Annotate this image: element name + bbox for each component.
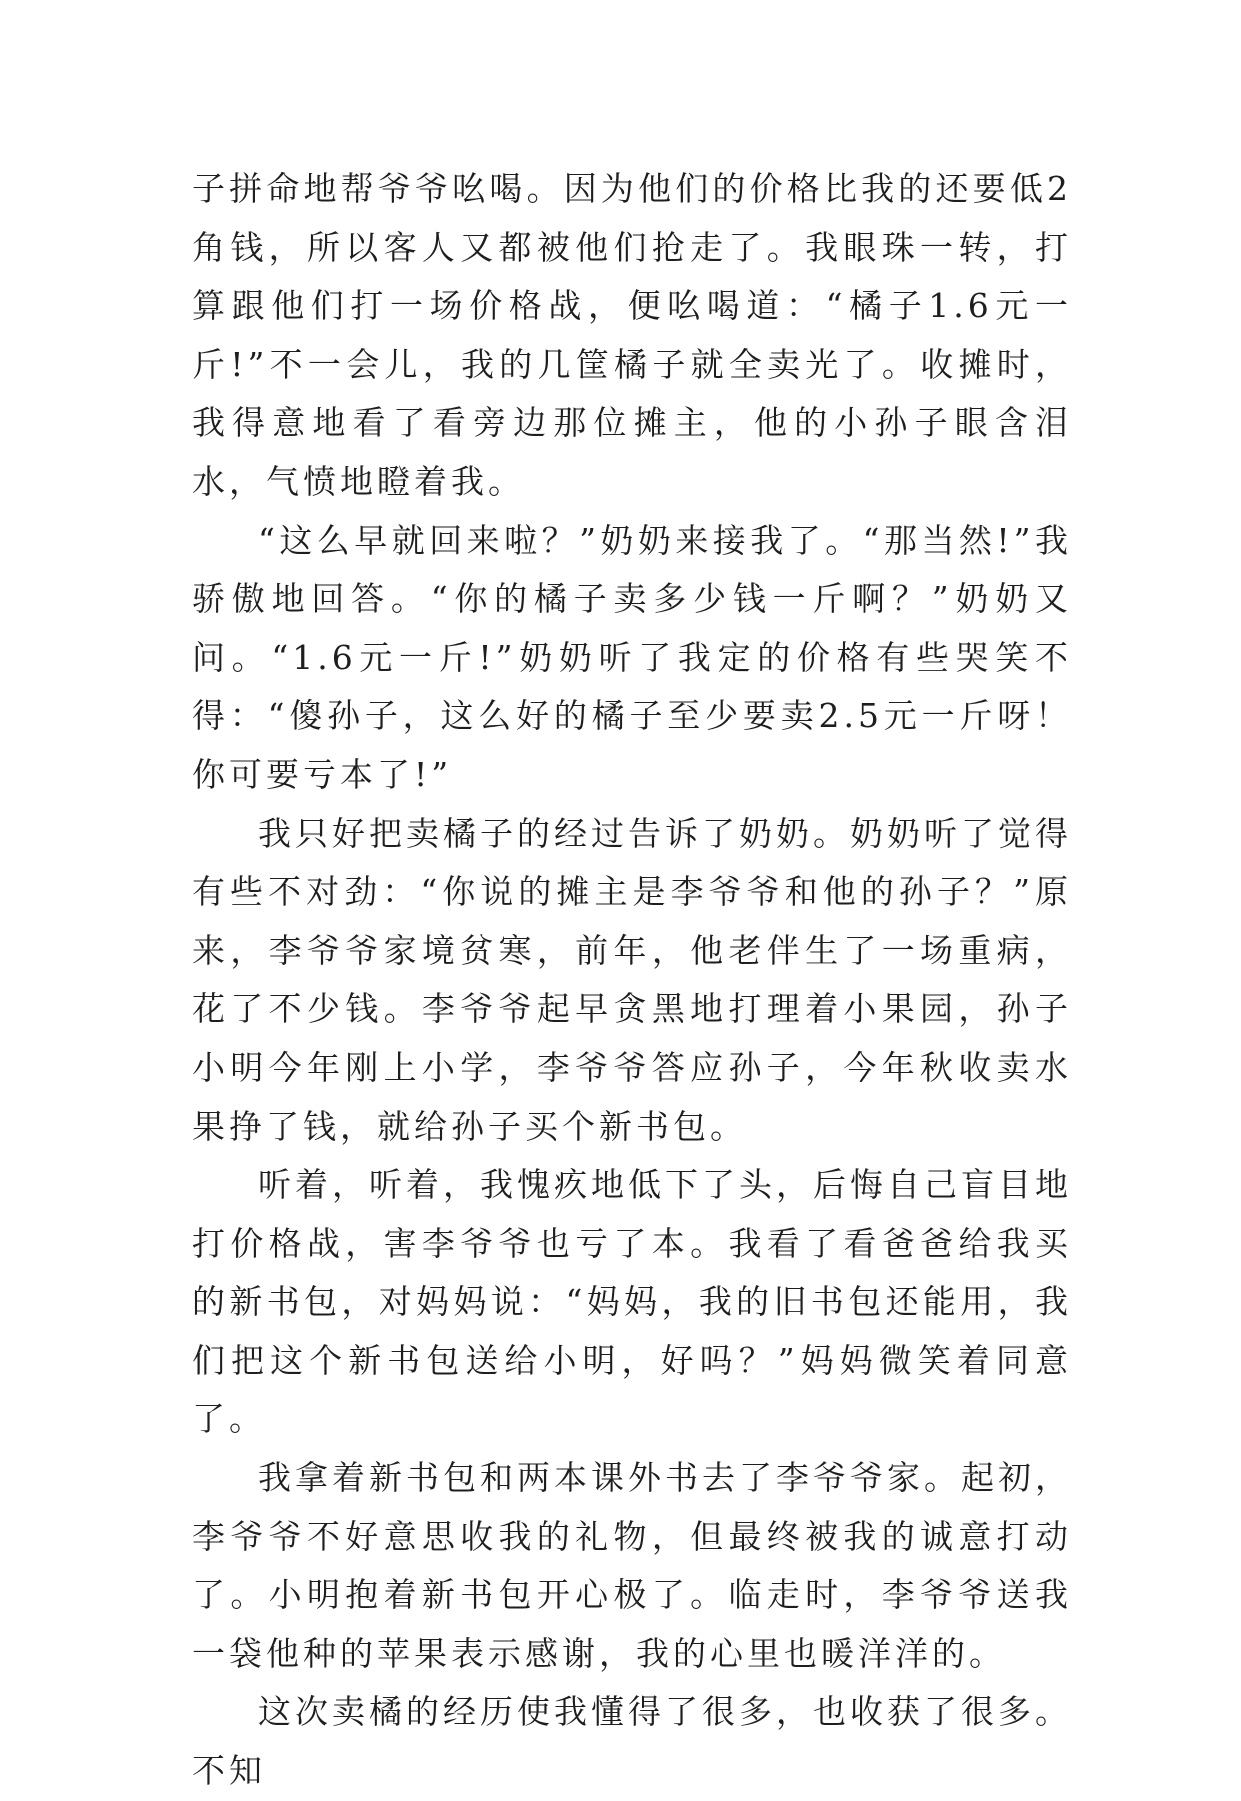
paragraph-3: 我只好把卖橘子的经过告诉了奶奶。奶奶听了觉得有些不对劲：“你说的摊主是李爷爷和他的孙子？”原来，李爷爷家境贫寒，前年，他老伴生了一场重病，花了不少钱。李爷爷起早贪黑地打理着小果园，孙子小明今年刚上小学，李爷爷答应孙子，今年秋收卖水果挣了钱，就给孙子买个新书包。 [192, 813, 1072, 1146]
paragraph-5: 我拿着新书包和两本课外书去了李爷爷家。起初，李爷爷不好意思收我的礼物，但最终被我的诚意打动了。小明抱着新书包开心极了。临走时，李爷爷送我一袋他种的苹果表示感谢，我的心里也暖洋洋的。 [192, 1458, 1072, 1673]
article-body [192, 160, 1072, 1801]
paragraph-1: 子拼命地帮爷爷吆喝。因为他们的价格比我的还要低2角钱，所以客人又都被他们抢走了。我眼珠一转，打算跟他们打一场价格战，便吆喝道：“橘子1.6元一斤!”不一会儿，我的几筐橘子就全卖光了。收摊时，我得意地看了看旁边那位摊主，他的小孙子眼含泪水，气愤地瞪着我。 [192, 169, 1072, 501]
paragraph-2: “这么早就回来啦？”奶奶来接我了。“那当然!”我骄傲地回答。“你的橘子卖多少钱一斤啊？”奶奶又问。“1.6元一斤!”奶奶听了我定的价格有些哭笑不得：“傻孙子，这么好的橘子至少要卖2.5元一斤呀！你可要亏本了!” [192, 520, 1072, 794]
paragraph-4: 听着，听着，我愧疚地低下了头，后悔自己盲目地打价格战，害李爷爷也亏了本。我看了看爸爸给我买的新书包，对妈妈说：“妈妈，我的旧书包还能用，我们把这个新书包送给小明，好吗？”妈妈微笑着同意了。 [192, 1165, 1072, 1439]
paragraph-6: 这次卖橘的经历使我懂得了很多，也收获了很多。不知 [192, 1692, 1072, 1791]
